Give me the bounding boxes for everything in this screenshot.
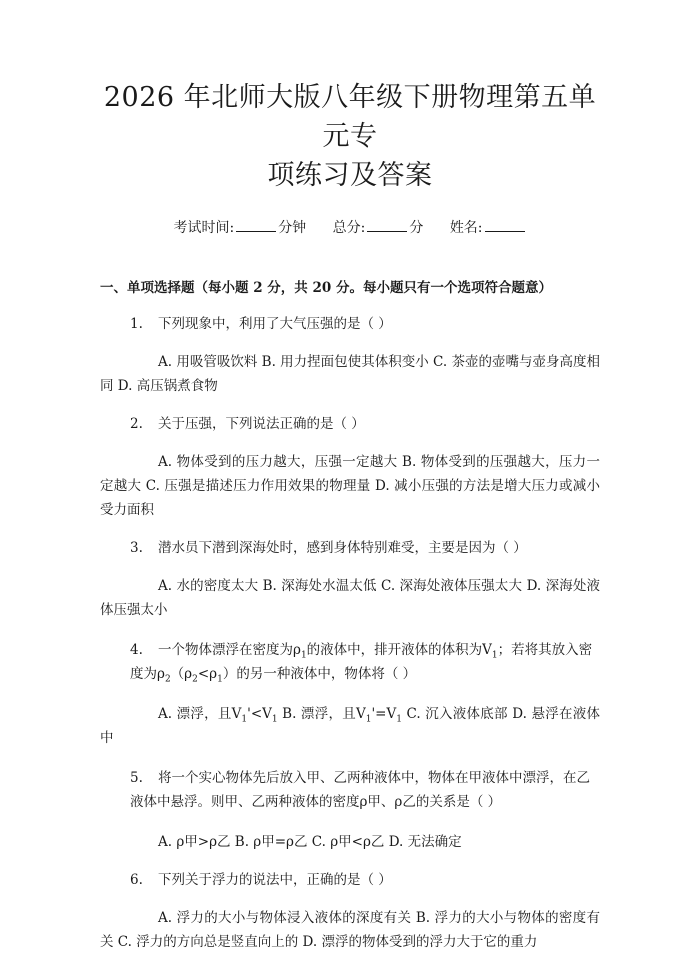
- question-number: 5.: [130, 770, 143, 786]
- section-title: 一、单项选择题（每小题 2 分，共 20 分。每小题只有一个选项符合题意）: [100, 280, 552, 296]
- subscript: 1: [217, 674, 223, 685]
- question-number: 1.: [130, 316, 143, 332]
- question-text-part: 的液体中，排开液体的体积为V: [306, 642, 492, 658]
- subscript: 1: [300, 650, 307, 661]
- question-text: 下列现象中，利用了大气压强的是（ ）: [158, 316, 392, 332]
- question-text: 将一个实心物体先后放入甲、乙两种液体中，物体在甲液体中漂浮，在乙液体中悬浮。则甲、乙两种液体的密度ρ甲、ρ乙的关系是（ ）: [130, 770, 590, 810]
- name-field: [450, 217, 527, 238]
- question-text-part: ）的另一种液体中，物体将（ ）: [222, 666, 417, 682]
- name-label: 姓名:: [449, 220, 483, 236]
- total-score-blank: [367, 217, 407, 232]
- subscript: 2: [192, 674, 198, 685]
- subscript: 1: [396, 714, 402, 725]
- subscript: 2: [164, 674, 171, 685]
- option-part: '=V: [371, 706, 397, 722]
- total-score-label: 总分:: [332, 220, 366, 236]
- question-text-part: <ρ: [197, 666, 218, 682]
- total-score-unit: 分: [409, 220, 424, 236]
- question-options: A. ρ甲>ρ乙 B. ρ甲=ρ乙 C. ρ甲<ρ乙 D. 无法确定: [158, 834, 462, 850]
- exam-time-field: [173, 217, 306, 238]
- question-text: 关于压强，下列说法正确的是（ ）: [158, 416, 365, 432]
- exam-time-unit: 分钟: [278, 220, 307, 236]
- document-title: [100, 78, 600, 195]
- question-number: 2.: [130, 416, 143, 432]
- subscript: 1: [271, 714, 278, 725]
- question-options: A. 水的密度太大 B. 深海处水温太低 C. 深海处液体压强太大 D. 深海处液体压强太小: [100, 578, 600, 618]
- question-number: 6.: [130, 872, 143, 888]
- option-part: B. 漂浮，且V: [277, 706, 366, 722]
- question-options: A. 物体受到的压力越大，压强一定越大 B. 物体受到的压强越大，压力一定越大 C. 压强是描述压力作用效果的物理量 D. 减小压强的方法是增大压力或减小受力面积: [100, 454, 600, 518]
- title-line-2: 项练习及答案: [267, 160, 433, 191]
- question-text-part: 一个物体漂浮在密度为ρ: [158, 642, 301, 658]
- subscript: 1: [365, 714, 372, 725]
- question-number: 3.: [130, 540, 143, 556]
- question-stem: [100, 538, 600, 558]
- question-stem: [100, 870, 600, 890]
- total-score-field: [333, 217, 424, 238]
- question-options: [100, 702, 600, 750]
- question-stem: [100, 766, 600, 814]
- option-part: '<V: [247, 706, 272, 722]
- question-stem: [100, 414, 600, 434]
- question-text: 潜水员下潜到深海处时，感到身体特别难受，主要是因为（ ）: [158, 540, 527, 556]
- question-options: A. 用吸管吸饮料 B. 用力捏面包使其体积变小 C. 茶壶的壶嘴与壶身高度相同 D. 高压锅煮食物: [100, 354, 600, 394]
- question-text-part: ；若将其放入密度为ρ: [130, 642, 593, 682]
- question-stem: [100, 638, 600, 686]
- option-part: A. 漂浮，且V: [158, 706, 242, 722]
- question-options: A. 浮力的大小与物体浸入液体的深度有关 B. 浮力的大小与物体的密度有关 C. 浮力的方向总是竖直向上的 D. 漂浮的物体受到的浮力大于它的重力: [100, 910, 600, 950]
- exam-time-blank: [236, 217, 276, 232]
- exam-info-row: [100, 217, 600, 238]
- question-text: 下列关于浮力的说法中，正确的是（ ）: [158, 872, 392, 888]
- question-number: 4.: [130, 642, 143, 658]
- name-blank: [485, 217, 525, 232]
- exam-time-label: 考试时间:: [173, 220, 235, 236]
- title-line-1: 2026 年北师大版八年级下册物理第五单元专: [103, 82, 597, 152]
- subscript: 1: [241, 714, 248, 725]
- question-text-part: （ρ: [170, 666, 193, 682]
- subscript: 1: [491, 650, 498, 661]
- option-part: C. 沉入液体底部 D. 悬浮在液体中: [100, 706, 600, 746]
- question-stem: [100, 314, 600, 334]
